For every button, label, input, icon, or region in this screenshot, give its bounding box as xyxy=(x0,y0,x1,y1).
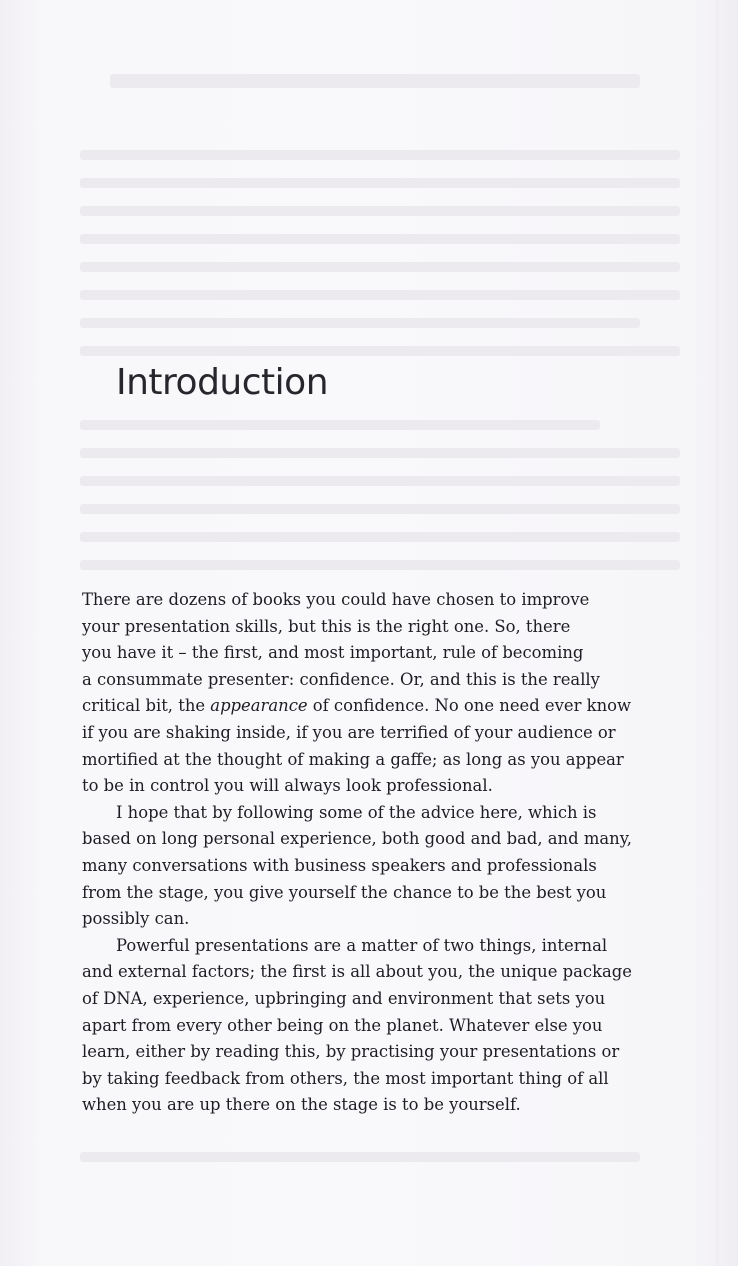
text-line: your presentation skills, but this is the right one. So, there xyxy=(82,616,571,636)
text-line: possibly can. xyxy=(82,909,190,929)
show-through-mark xyxy=(80,504,680,514)
show-through-mark xyxy=(80,420,600,430)
text-line: from the stage, you give yourself the chance to be the best you xyxy=(82,882,607,902)
show-through-mark xyxy=(80,178,680,188)
show-through-mark xyxy=(80,346,680,356)
page-title: Introduction xyxy=(116,362,329,403)
show-through-mark xyxy=(80,290,680,300)
show-through-mark xyxy=(80,318,640,328)
text-line: by taking feedback from others, the most important thing of all xyxy=(82,1068,609,1088)
show-through-mark xyxy=(80,262,680,272)
page-edge-shadow xyxy=(716,0,718,1266)
text-line: when you are up there on the stage is to be yourself. xyxy=(82,1095,521,1115)
body-text xyxy=(82,587,670,1119)
text-line: and external factors; the first is all about you, the unique package xyxy=(82,962,632,982)
text-line: many conversations with business speakers and professionals xyxy=(82,855,597,875)
show-through-mark xyxy=(80,532,680,542)
text-line: There are dozens of books you could have chosen to improve xyxy=(82,590,590,609)
text-line: apart from every other being on the planet. Whatever else you xyxy=(82,1015,603,1035)
show-through-mark xyxy=(80,448,680,458)
paragraph-first-line: Powerful presentations are a matter of two things, internal xyxy=(116,935,608,955)
show-through-mark xyxy=(80,150,680,160)
text-segment: of confidence. No one need ever know xyxy=(307,696,632,716)
show-through-mark xyxy=(80,234,680,244)
text-line: learn, either by reading this, by practising your presentations or xyxy=(82,1042,620,1062)
text-line: based on long personal experience, both good and bad, and many, xyxy=(82,829,632,849)
text-line: if you are shaking inside, if you are terrified of your audience or xyxy=(82,722,616,742)
text-line: mortified at the thought of making a gaffe; as long as you appear xyxy=(82,749,624,769)
text-line: of DNA, experience, upbringing and environment that sets you xyxy=(82,988,606,1008)
show-through-mark xyxy=(80,476,680,486)
text-line: you have it – the first, and most important, rule of becoming xyxy=(82,643,584,663)
emphasis-word: appearance xyxy=(210,696,308,716)
show-through-mark xyxy=(110,74,640,88)
show-through-mark xyxy=(80,560,680,570)
text-segment: critical bit, the xyxy=(82,696,211,716)
paragraph-first-line: I hope that by following some of the advice here, which is xyxy=(116,802,597,822)
text-line: to be in control you will always look professional. xyxy=(82,776,493,796)
show-through-mark xyxy=(80,1152,640,1162)
show-through-mark xyxy=(80,206,680,216)
text-line: a consummate presenter: confidence. Or, and this is the really xyxy=(82,669,600,689)
text-line xyxy=(82,693,670,720)
